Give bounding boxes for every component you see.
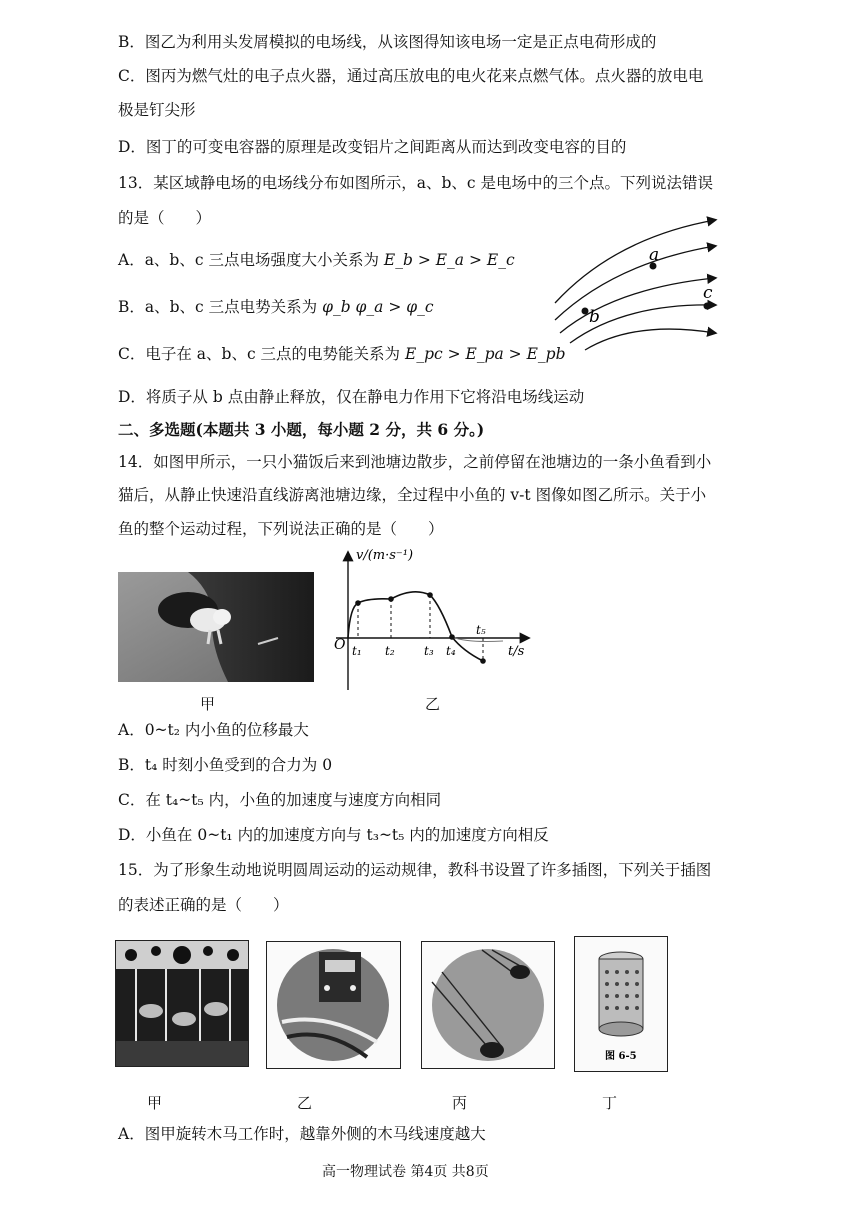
vt-origin-label: O xyxy=(334,637,346,653)
washing-drum-illustration xyxy=(575,937,667,1071)
q15-caption-yi: 乙 xyxy=(297,1094,313,1112)
cat-pond-illustration xyxy=(118,572,314,682)
q13-option-a-text: A．a、b、c 三点电场强度大小关系为 xyxy=(118,251,379,269)
q13-option-c-text: C．电子在 a、b、c 三点的电势能关系为 xyxy=(118,345,401,363)
train-curve-photo xyxy=(266,941,401,1069)
q15-stem-line2: 的表述正确的是（ ） xyxy=(118,896,289,914)
q14-option-d: D．小鱼在 0~t₁ 内的加速度方向与 t₃~t₅ 内的加速度方向相反 xyxy=(118,826,549,844)
q12-option-d: D．图丁的可变电容器的原理是改变铝片之间距离从而达到改变电容的目的 xyxy=(118,138,627,156)
q13-option-b xyxy=(118,297,434,317)
q14-caption-yi: 乙 xyxy=(425,695,441,713)
q13-stem-line1: 13．某区域静电场的电场线分布如图所示，a、b、c 是电场中的三个点。下列说法错误 xyxy=(118,174,713,192)
point-b-label: b xyxy=(589,307,600,327)
q14-stem-line3: 鱼的整个运动过程，下列说法正确的是（ ） xyxy=(118,520,444,538)
vt-tick-t5: t₅ xyxy=(476,623,486,637)
point-a-label: a xyxy=(649,245,660,265)
q14-stem-line1: 14．如图甲所示，一只小猫饭后来到池塘边散步，之前停留在池塘边的一条小鱼看到小 xyxy=(118,453,712,471)
q14-option-a: A．0~t₂ 内小鱼的位移最大 xyxy=(118,721,309,739)
vt-tick-t3: t₃ xyxy=(424,644,434,658)
q13-option-a-formula: E_b > E_a > E_c xyxy=(383,251,515,269)
point-c-label: c xyxy=(703,283,713,303)
vt-graph xyxy=(328,545,533,693)
q13-option-c xyxy=(118,344,566,364)
vt-x-axis-label: t/s xyxy=(508,644,525,659)
q13-option-b-text: B．a、b、c 三点电势关系为 xyxy=(118,298,318,316)
q14-stem-line2: 猫后，从静止快速沿直线游离池塘边缘，全过程中小鱼的 v-t 图像如图乙所示。关于小 xyxy=(118,486,707,504)
q13-option-b-formula: φ_b φ_a > φ_c xyxy=(322,298,434,316)
vt-tick-t1: t₁ xyxy=(352,644,362,658)
washing-drum-figure xyxy=(574,936,668,1072)
q13-stem-line2: 的是（ ） xyxy=(118,209,212,227)
carousel-photo xyxy=(115,940,249,1067)
q15-caption-jia: 甲 xyxy=(147,1094,163,1112)
q12-option-c-line2: 极是钉尖形 xyxy=(118,101,196,119)
section-multiple-choice-heading: 二、多选题(本题共 3 小题，每小题 2 分，共 6 分。) xyxy=(118,420,485,439)
q15-option-a: A．图甲旋转木马工作时，越靠外侧的木马线速度越大 xyxy=(118,1125,486,1143)
vt-y-axis-label: v/(m·s⁻¹) xyxy=(356,548,414,563)
electric-field-diagram xyxy=(545,208,735,368)
q13-option-d: D．将质子从 b 点由静止释放，仅在静电力作用下它将沿电场线运动 xyxy=(118,388,585,406)
q15-stem-line1: 15．为了形象生动地说明圆周运动的运动规律，教科书设置了许多插图，下列关于插图 xyxy=(118,861,712,879)
q12-option-c-line1: C．图丙为燃气灶的电子点火器，通过高压放电的电火花来点燃气体。点火器的放电电 xyxy=(118,67,704,85)
q14-option-b: B．t₄ 时刻小鱼受到的合力为 0 xyxy=(118,756,333,774)
swing-ride-photo xyxy=(421,941,555,1069)
q12-option-b: B．图乙为利用头发屑模拟的电场线，从该图得知该电场一定是正点电荷形成的 xyxy=(118,33,657,51)
cat-pond-photo xyxy=(118,572,314,682)
q14-option-c: C．在 t₄~t₅ 内，小鱼的加速度与速度方向相同 xyxy=(118,791,442,809)
q15-caption-bing: 丙 xyxy=(452,1094,468,1112)
vt-tick-t2: t₂ xyxy=(385,644,395,658)
vt-tick-t4: t₄ xyxy=(446,644,456,658)
q15-caption-ding: 丁 xyxy=(602,1094,618,1112)
page-footer: 高一物理试卷 第4页 共8页 xyxy=(322,1164,489,1180)
q13-option-c-formula: E_pc > E_pa > E_pb xyxy=(405,345,566,363)
fig-6-5-label: 图 6-5 xyxy=(605,1051,637,1062)
q14-caption-jia: 甲 xyxy=(200,695,216,713)
q13-option-a xyxy=(118,250,515,270)
